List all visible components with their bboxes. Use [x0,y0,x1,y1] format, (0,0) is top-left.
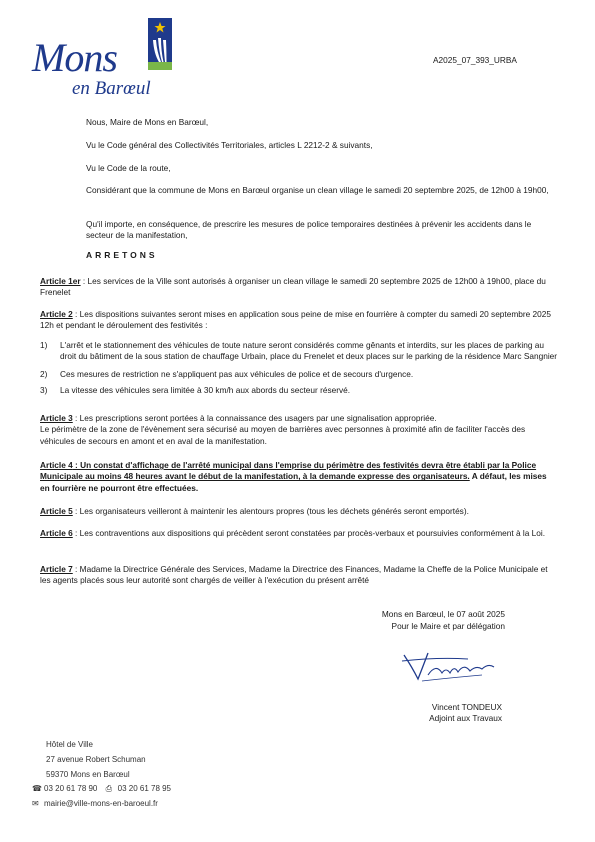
article-text: : Les contraventions aux dispositions qui précèdent seront constatées par procès-verbaux et poursuivies conformément à la Loi. [72,528,546,538]
article-text: : Les organisateurs veilleront à maintenir les alentours propres (tous les déchets générés seront emportés). [72,506,469,516]
article-2-list [40,340,558,397]
address-line: 59370 Mons en Barœul [46,769,130,779]
article-label: Article 3 [40,413,73,423]
fax-icon: ⎙ [105,784,113,794]
article-text-continued: Le périmètre de la zone de l'évènement sera sécurisé au moyen de barrières avec personnes à proximité afin de faciliter l'accès des véhicules de secours en amont et en aval de la manifestation. [40,424,526,446]
article-text: : Les services de la Ville sont autorisés à organiser un clean village le samedi 20 septembre 2025 de 12h00 à 19h00, place du Frenelet [40,276,546,298]
article-5 [40,506,558,517]
article-text: A défaut, les mises en fourrière ne pourront être effectuées. [40,471,547,493]
article-3 [40,413,558,447]
preamble-line: Considérant que la commune de Mons en Barœul organise un clean village le samedi 20 septembre 2025, de 12h00 à 19h00, [86,185,549,195]
arretons-heading: ARRETONS [86,250,158,260]
list-item-number: 2) [40,368,48,379]
fax-number: 03 20 61 78 95 [117,784,172,794]
list-item-number: 1) [40,340,48,350]
article-text: : Madame la Directrice Générale des Services, Madame la Directrice des Finances, Madame la Cheffe de la Police Municipale et les agents placés sous leur autorité sont chargés de veiller à l'exécution du présent arrêté [40,564,548,586]
article-7 [40,564,558,587]
city-logo-emblem-icon [148,18,172,70]
signatory-role: Adjoint aux Travaux [429,713,502,723]
article-label: Article 5 [40,506,73,516]
list-item-text: La vitesse des véhicules sera limitée à 30 km/h aux abords du secteur réservé. [60,385,351,396]
article-label: Article 7 [40,564,73,574]
article-label: Article 2 [40,309,73,319]
preamble-line: Vu le Code de la route, [86,163,171,173]
footer-address [32,738,171,812]
article-label: Article 4 [40,460,73,470]
contact-phone-row [32,782,171,797]
preamble-line: Vu le Code général des Collectivités Territoriales, articles L 2212-2 & suivants, [86,140,373,150]
address-line: Hôtel de Ville [46,740,93,749]
list-item-text: Ces mesures de restriction ne s'appliquent pas aux véhicules de police et de secours d'urgence. [60,368,414,379]
address-line: 27 avenue Robert Schuman [46,754,146,764]
phone-number: 03 20 61 78 90 [44,784,98,794]
email-icon: ✉ [32,799,39,809]
list-item [40,385,558,396]
contact-email-row [32,797,171,812]
preamble-line: Nous, Maire de Mons en Barœul, [86,117,209,127]
logo-subtitle: en Barœul [72,78,151,99]
list-item [40,340,558,363]
article-1 [40,276,558,299]
document-reference: A2025_07_393_URBA [433,55,517,65]
article-text: : Les prescriptions seront portées à la connaissance des usagers par une signalisation appropriée. [72,413,437,423]
list-item-number: 3) [40,385,48,396]
signature-place-date: Mons en Barœul, le 07 août 2025 [381,609,505,619]
article-label: Article 6 [40,528,73,538]
article-text: : Les dispositions suivantes seront mises en application sous peine de mise en fourrière à compter du samedi 20 septembre 2025 12h et pendant le déroulement des festivités : [40,309,552,331]
signature-delegation: Pour le Maire et par délégation [391,621,505,631]
article-text-underlined: : Un constat d'affichage de l'arrêté municipal dans l'emprise du périmètre des festivités devra être établi par la Police Municipale au moins 48 heures avant le début de la manifestation, à la demande expresse des organisateurs. [40,460,537,482]
phone-icon: ☎ [32,784,42,794]
logo-wordmark: Mons [32,35,117,80]
email-address[interactable]: mairie@ville-mons-en-baroeul.fr [44,799,158,809]
article-2 [40,309,558,332]
article-label: Article 1er [40,276,81,286]
article-6 [40,528,558,539]
list-item [40,369,558,380]
article-4 [40,460,558,494]
preamble-line: Qu'il importe, en conséquence, de prescrire les mesures de police temporaires destinées à prévenir les accidents dans le secteur de la manifestation, [86,219,532,241]
handwritten-signature [398,645,502,685]
list-item-text: L'arrêt et le stationnement des véhicules de toute nature seront considérés comme gênants et interdits, sur les places de parking au droit du bâtiment de la sous station de chauffage Urbain, place du Frenelet et deux places sur le parking de la résidence Marc Sangnier [60,340,558,362]
signatory-name: Vincent TONDEUX [431,702,502,712]
